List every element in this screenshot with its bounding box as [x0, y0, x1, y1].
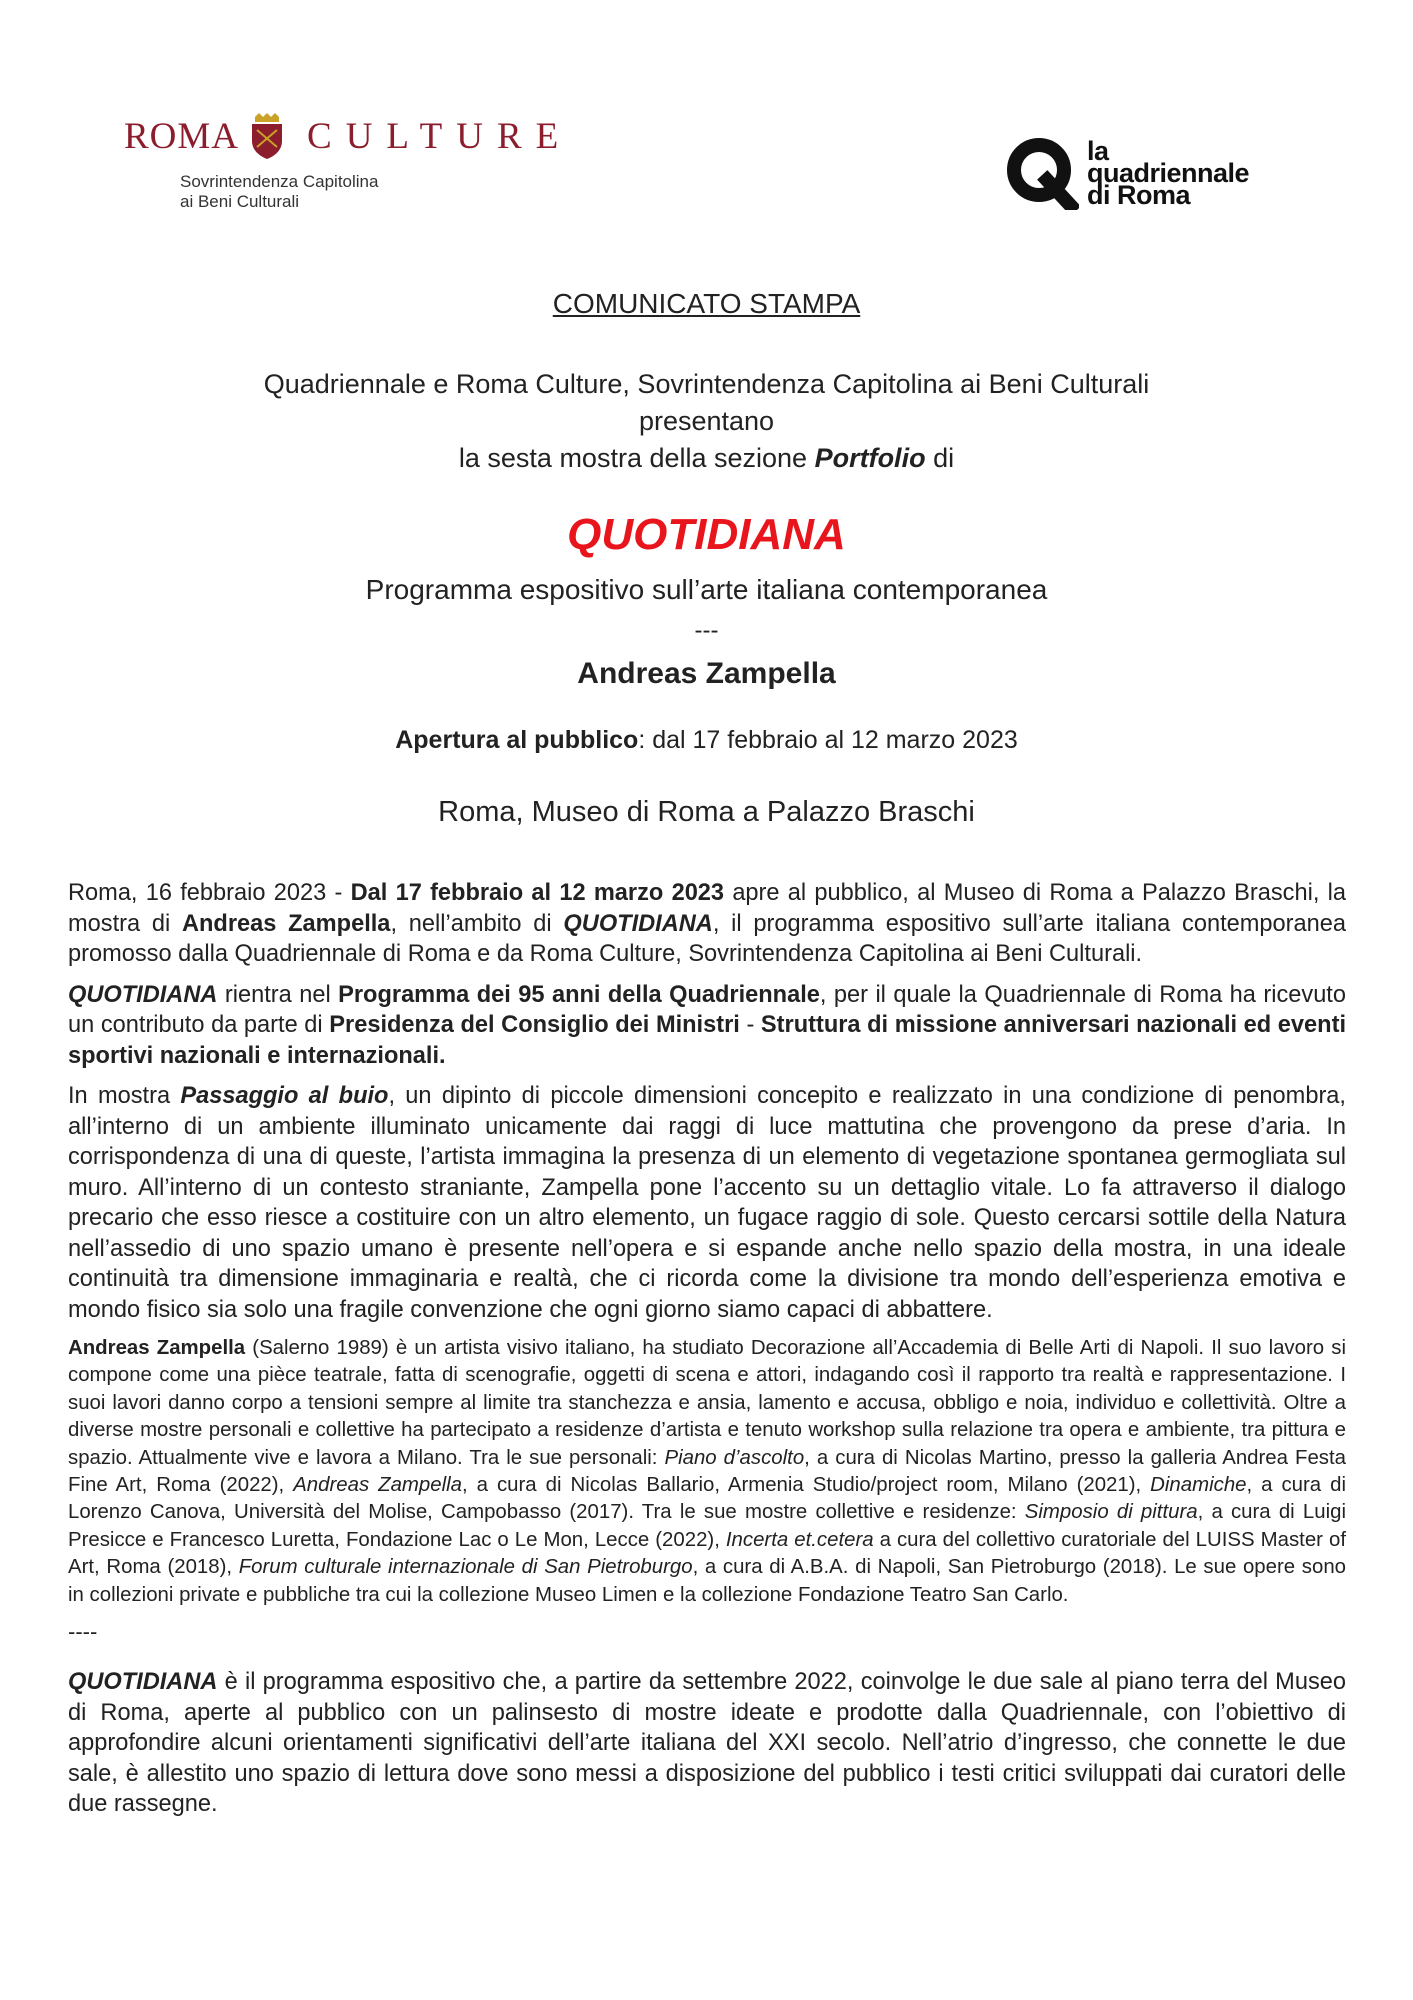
paragraph-2	[68, 980, 1346, 1072]
sovrintendenza-line-1: Sovrintendenza Capitolina	[180, 172, 379, 191]
bio-text: (Salerno 1989) è un artista visivo italiano, ha studiato Decorazione all’Accademia di Belle Arti di Napoli. Il suo lavoro si compone come una pièce teatrale, fatta di scenografie, oggetti di scena e attori, indagando così il rapporto tra realtà e rappresentazione. I suoi lavori danno corpo a tensioni sempre al limite tra stanchezza e ansia, lamento e accusa, obbligo e noia, individuo e collettività. Oltre a diverse mostre personali e collettive ha partecipato a residenze d’artista e tenuto workshop sulla relazione tra opera e ambiente, tra pittura e spazio. Attualmente vive e lavora a Milano. Tra le sue personali:	[68, 1337, 1346, 1469]
paragraph-3	[68, 1081, 1346, 1325]
culture-word: CULTURE	[307, 115, 573, 157]
p1-text: , il programma espositivo sull’arte italiana contemporanea promosso dalla Quadriennale di Roma e da Roma Culture, Sovrintendenza Capitolina ai Beni Culturali.	[68, 910, 1346, 967]
opening-dates	[0, 726, 1413, 755]
p2-quotidiana: QUOTIDIANA	[68, 981, 218, 1008]
sovrintendenza-line-2: ai Beni Culturali	[180, 192, 300, 211]
sovrintendenza-caption	[180, 172, 572, 212]
opening-label: Apertura al pubblico	[395, 726, 639, 754]
exhibition-location: Roma, Museo di Roma a Palazzo Braschi	[438, 796, 975, 828]
paragraph-bio	[68, 1335, 1346, 1609]
roma-culture-wordmark	[124, 106, 572, 166]
bio-work: Piano d’ascolto	[664, 1446, 805, 1469]
p3-text: , un dipinto di piccole dimensioni concepito e realizzato in una condizione di penombra, all’interno di un ambiente illuminato unicamente dai raggi di luce mattutina che provengono da prese d’aria. In corrispondenza di una di queste, l’artista immagina la presenza di un elemento di vegetazione spontanea germogliata sul muro. All’interno di un contesto straniante, Zampella pone l’accento su un dettaglio vitale. Lo fa attraverso il dialogo precario che esso riesce a costituire con un altro elemento, un fugace raggio di sole. Questo cercarsi sottile della Natura nell’assedio di uno spazio umano è presente nell’opera e si espande anche nello spazio della mostra, in una ideale continuità tra dimensione immaginaria e realtà, che ci ricorda come la divisione tra mondo dell’esperienza emotiva e mondo fisico sia solo una fragile convenzione che ogni giorno siamo capaci di abbattere.	[68, 1083, 1346, 1323]
bio-text: a cura del collettivo curatoriale del LUISS Master of Art, Roma (2018),	[68, 1528, 1346, 1579]
p2-presidenza: Presidenza del Consiglio dei Ministri	[329, 1012, 740, 1038]
roma-culture-logo	[124, 106, 572, 212]
intro-line-3-pre: la sesta mostra della sezione	[458, 443, 815, 473]
heading-separator: ---	[694, 617, 719, 644]
p3-text: In mostra	[68, 1083, 181, 1109]
p5-text: è il programma espositivo che, a partire da settembre 2022, coinvolge le due sale al piano terra del Museo di Roma, aperte al pubblico con un palinsesto di mostre ideate e prodotte dalla Quadriennale, con l’obiettivo di approfondire alcuni orientamenti significativi dell’arte italiana del XXI secolo. Nell’atrio d’ingresso, che connette le due sale, è allestito uno spazio di lettura dove sono messi a disposizione del pubblico i testi critici sviluppati dai curatori delle due rassegne.	[68, 1669, 1346, 1818]
roma-word: ROMA	[124, 115, 240, 157]
intro-line-2: presentano	[638, 406, 775, 436]
intro-line-1: Quadriennale e Roma Culture, Sovrintendenza Capitolina ai Beni Culturali	[263, 369, 1150, 399]
quadriennale-line-2: quadriennale	[1087, 158, 1250, 188]
p2-programma: Programma dei 95 anni della Quadriennale	[338, 981, 820, 1008]
artist-name: Andreas Zampella	[577, 657, 836, 690]
document-label: COMUNICATO STAMPA	[552, 288, 861, 319]
bio-text: , a cura di A.B.A. di Napoli, San Pietroburgo (2018). Le sue opere sono in collezioni private e pubbliche tra cui la collezione Museo Limen e la collezione Fondazione Teatro San Carlo.	[68, 1556, 1346, 1606]
p1-text: Roma, 16 febbraio 2023 -	[68, 880, 351, 906]
p1-text: apre al pubblico, al Museo di Roma a Palazzo Braschi, la mostra di	[68, 880, 1346, 937]
p3-artwork-title: Passaggio al buio	[180, 1083, 389, 1109]
bio-text: , a cura di Lorenzo Canova, Università del Molise, Campobasso (2017). Tra le sue mostre collettive e residenze:	[68, 1474, 1346, 1524]
exhibition-title: QUOTIDIANA	[567, 510, 846, 559]
opening-value: : dal 17 febbraio al 12 marzo 2023	[638, 726, 1018, 754]
quadriennale-wordmark	[1087, 136, 1250, 210]
bio-work: Simposio di pittura	[1024, 1501, 1198, 1524]
p2-struttura: Struttura di missione anniversari nazionali ed eventi sportivi nazionali e internazionali.	[68, 1012, 1346, 1069]
intro-line-3-post: di	[925, 443, 955, 473]
paragraph-1	[68, 878, 1346, 970]
bio-text: , a cura di Nicolas Martino, presso la galleria Andrea Festa Fine Art, Roma (2022),	[68, 1446, 1346, 1497]
p1-dates: Dal 17 febbraio al 12 marzo 2023	[350, 880, 725, 906]
p2-text: rientra nel	[217, 981, 339, 1008]
bio-work: Forum culturale internazionale di San Pietroburgo	[238, 1556, 693, 1579]
quadriennale-line-1: la	[1087, 136, 1109, 166]
p1-text: , nell’ambito di	[390, 910, 564, 937]
intro-line-3	[0, 440, 1413, 477]
section-separator: ----	[68, 1619, 98, 1645]
p5-quotidiana: QUOTIDIANA	[68, 1669, 218, 1696]
bio-work: Incerta et.cetera	[725, 1528, 874, 1551]
roma-crest-icon	[249, 113, 285, 159]
p1-quotidiana: QUOTIDIANA	[563, 910, 713, 937]
bio-text: , a cura di Luigi Presicce e Francesco Luretta, Fondazione Lac o Le Mon, Lecce (2022),	[68, 1501, 1346, 1551]
press-release-body	[68, 878, 1346, 1830]
bio-work: Dinamiche	[1150, 1474, 1247, 1497]
p1-artist: Andreas Zampella	[181, 910, 391, 937]
bio-work: Andreas Zampella	[293, 1474, 462, 1497]
quadriennale-logo	[1005, 136, 1249, 210]
p2-text: -	[739, 1012, 761, 1038]
quadriennale-q-icon	[1005, 136, 1079, 210]
quadriennale-line-3: di Roma	[1087, 180, 1191, 210]
portfolio-label: Portfolio	[814, 443, 926, 473]
bio-artist: Andreas Zampella	[68, 1337, 246, 1359]
bio-text: , a cura di Nicolas Ballario, Armenia Studio/project room, Milano (2021),	[462, 1474, 1151, 1497]
paragraph-5	[68, 1667, 1346, 1820]
intro-block	[0, 366, 1413, 477]
exhibition-subtitle: Programma espositivo sull’arte italiana contemporanea	[365, 574, 1048, 605]
p2-text: , per il quale la Quadriennale di Roma ha ricevuto un contributo da parte di	[68, 981, 1346, 1038]
